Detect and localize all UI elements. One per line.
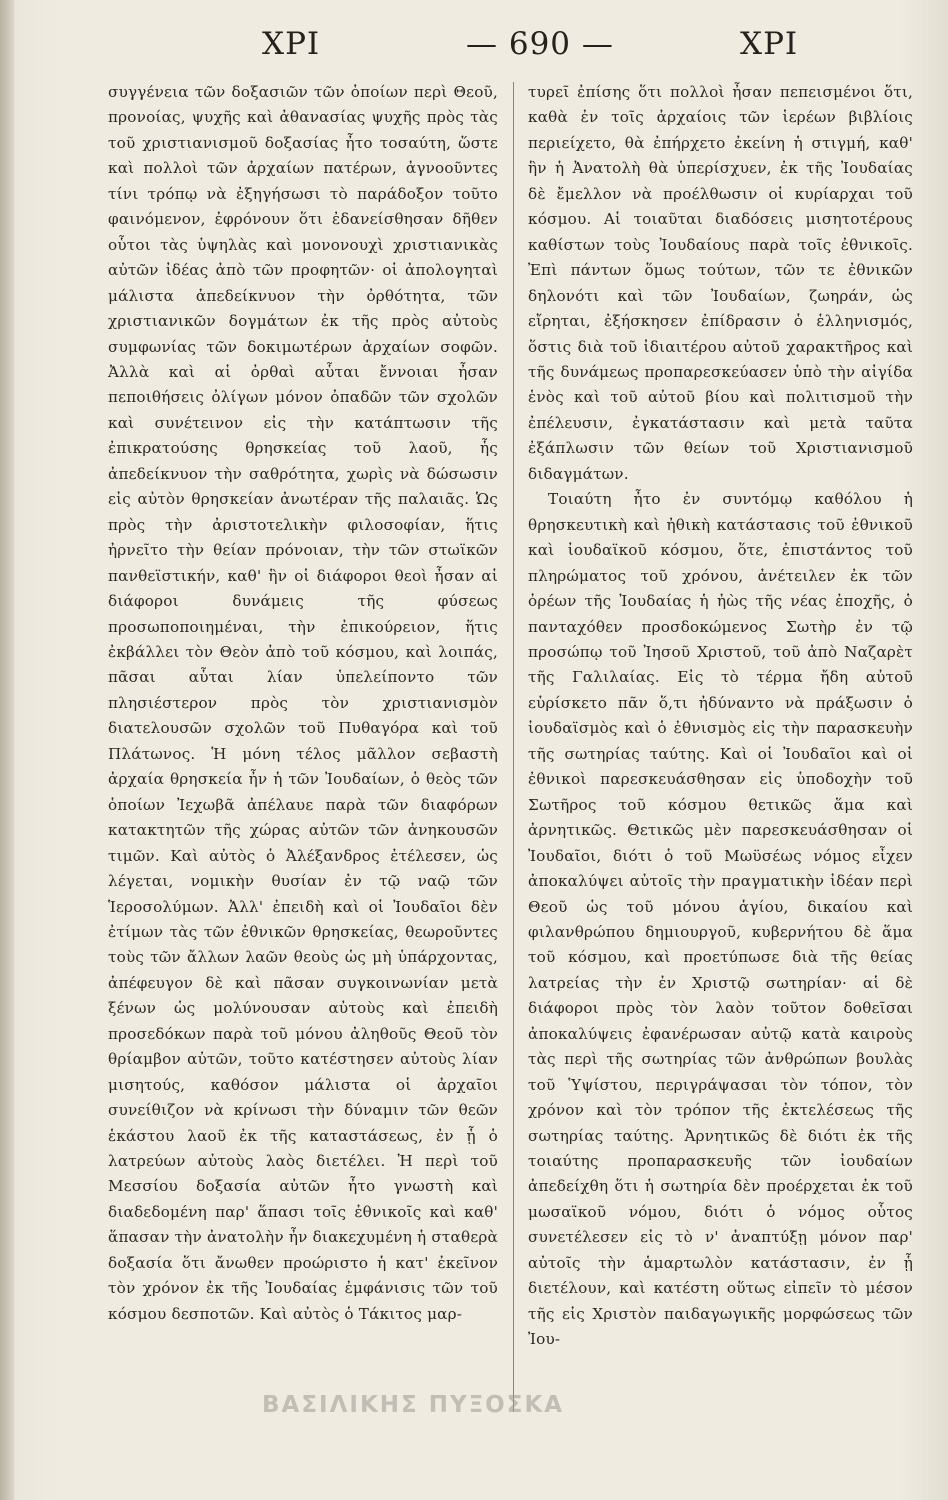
library-watermark-stamp: ΒΑΣΙΛΙΚΗΣ ΠΥΞΟΣΚΑ	[262, 1392, 565, 1418]
page-number: — 690 —	[466, 26, 614, 62]
header-left-entry: ΧΡΙ	[262, 26, 321, 62]
running-header	[90, 26, 890, 72]
page-binding-edge	[0, 0, 14, 1500]
left-column	[108, 80, 498, 1327]
left-column-text: συγγένεια τῶν δοξασιῶν τῶν ὁποίων περὶ Θεοῦ, προνοίας, ψυχῆς καὶ ἀθανασίας ψυχῆς πρὸς τὰς τοῦ χριστιανισμοῦ δοξασίας ἦτο τοσαύτη, ὥστε καὶ πολλοὶ τῶν ἀρχαίων πατέρων, ἀγνοοῦντες τίνι τρόπῳ νὰ ἐξηγήσωσι τὸ παράδοξον τοῦτο φαινόμενον, ἐφρόνουν ὅτι ἐδανείσθησαν δῆθεν οὗτοι τὰς ὑψηλὰς καὶ μονονουχὶ χριστιανικὰς αὐτῶν ἰδέας ἀπὸ τῶν προφητῶν· οἱ ἀπολογηταὶ μάλιστα ἀπεδείκνυον τὴν ὀρθότητα, τῶν χριστιανικῶν δογμάτων ἐκ τῆς πρὸς αὐτοὺς συμφωνίας τῶν δοκιμωτέρων ἀρχαίων σοφῶν. Ἀλλὰ καὶ αἱ ὀρθαὶ αὗται ἔννοιαι ἦσαν πεποιθήσεις ὀλίγων μόνον ὀπαδῶν τῶν σχολῶν καὶ συνέτεινον εἰς τὴν κατάπτωσιν τῆς ἐπικρατούσης θρησκείας τοῦ λαοῦ, ἧς ἀπεδείκνυον τὴν σαθρότητα, χωρὶς νὰ δώσωσιν εἰς αὐτὸν θρησκείαν ἀνωτέραν τῆς παλαιᾶς. Ὡς πρὸς τὴν ἀριστοτελικὴν φιλοσοφίαν, ἥτις ἠρνεῖτο τὴν θείαν πρόνοιαν, τὴν τῶν στωϊκῶν πανθεϊστικήν, καθ' ἣν οἱ διάφοροι θεοὶ ἦσαν αἱ διάφοροι δυνάμεις τῆς φύσεως προσωποποιημέναι, τὴν ἐπικούρειον, ἥτις ἐκβάλλει τὸν Θεὸν ἀπὸ τοῦ κόσμου, καὶ λοιπάς, πᾶσαι αὗται λίαν ὑπελείποντο τῶν πλησιέστερον πρὸς τὸν χριστιανισμὸν διατελουσῶν σχολῶν τοῦ Πυθαγόρα καὶ τοῦ Πλάτωνος. Ἡ μόνη τέλος μᾶλλον σεβαστὴ ἀρχαία θρησκεία ἦν ἡ τῶν Ἰουδαίων, ὁ θεὸς τῶν ὁποίων Ἰεχωβᾶ ἀπέλαυε παρὰ τῶν διαφόρων κατακτητῶν τῆς χώρας αὐτῶν τῶν ἀνηκουσῶν τιμῶν. Καὶ αὐτὸς ὁ Ἀλέξανδρος ἐτέλεσεν, ὡς λέγεται, νομικὴν θυσίαν ἐν τῷ ναῷ τῶν Ἱεροσολύμων. Ἀλλ' ἐπειδὴ καὶ οἱ Ἰουδαῖοι δὲν ἐτίμων τὰς τῶν ἐθνικῶν θρησκείας, θεωροῦντες τοὺς τῶν ἄλλων λαῶν θεοὺς ὡς μὴ ὑπάρχοντας, ἀπέφευγον δὲ καὶ πᾶσαν συγκοινωνίαν μετὰ ξένων ὡς μολύνουσαν αὐτοὺς καὶ ἐπειδὴ προσεδόκων παρὰ τοῦ μόνου ἀληθοῦς Θεοῦ τὸν θρίαμβον αὐτῶν, τοῦτο κατέστησεν αὐτοὺς λίαν μισητούς, καθόσον μάλιστα οἱ ἀρχαῖοι συνείθιζον νὰ κρίνωσι τὴν δύναμιν τῶν θεῶν ἑκάστου λαοῦ ἐκ τῆς καταστάσεως, ἐν ᾗ ὁ λατρεύων αὐτοὺς λαὸς διετέλει. Ἡ περὶ τοῦ Μεσσίου δοξασία αὐτῶν ἦτο γνωστὴ καὶ διαδεδομένη παρ' ἅπασι τοῖς ἐθνικοῖς καὶ καθ' ἅπασαν τὴν ἀνατολὴν ἦν διακεχυμένη ἡ σταθερὰ δοξασία ὅτι ἄνωθεν προώριστο ἡ κατ' ἐκεῖνον τὸν χρόνον ἐκ τῆς Ἰουδαίας ἐμφάνισις τῶν τοῦ κόσμου δεσποτῶν. Καὶ αὐτὸς ὁ Τάκιτος μαρ-	[108, 83, 498, 1323]
right-column	[528, 80, 913, 1353]
header-right-entry: ΧΡΙ	[740, 26, 799, 62]
right-column-paragraph-1: τυρεῖ ἐπίσης ὅτι πολλοὶ ἦσαν πεπεισμένοι ὅτι, καθὰ ἐν τοῖς ἀρχαίοις τῶν ἱερέων βιβλίοις περιείχετο, θὰ ἐπήρχετο ἐκείνη ἡ στιγμή, καθ' ἣν ἡ Ἀνατολὴ θὰ ὑπερίσχυεν, ἐκ τῆς Ἰουδαίας δὲ ἔμελλον νὰ προέλθωσιν οἱ κυρίαρχαι τοῦ κόσμου. Αἱ τοιαῦται διαδόσεις μισητοτέρους καθίστων τοὺς Ἰουδαίους παρὰ τοῖς ἐθνικοῖς. Ἐπὶ πάντων ὅμως τούτων, τῶν τε ἐθνικῶν δηλονότι καὶ τῶν Ἰουδαίων, ζωηράν, ὡς εἴρηται, ἐξήσκησεν ἐπίδρασιν ὁ ἑλληνισμός, ὅστις διὰ τοῦ ἰδιαιτέρου αὐτοῦ χαρακτῆρος καὶ τῆς δυνάμεως προπαρεσκεύασεν ὑπὸ τὴν αἰγίδα ἑνὸς καὶ τοῦ αὐτοῦ βίου καὶ πολιτισμοῦ τὴν ἐπέλευσιν, ἐγκατάστασιν καὶ μετὰ ταῦτα ἐξάπλωσιν τῶν θείων τοῦ Χριστιανισμοῦ διδαγμάτων.	[528, 83, 913, 483]
right-column-paragraph-2: Τοιαύτη ἦτο ἐν συντόμῳ καθόλου ἡ θρησκευτικὴ καὶ ἠθικὴ κατάστασις τοῦ ἐθνικοῦ καὶ ἰουδαϊκοῦ κόσμου, ὅτε, ἐπιστάντος τοῦ πληρώματος τοῦ χρόνου, ἀνέτειλεν ἐκ τῶν ὀρέων τῆς Ἰουδαίας ἡ ἠὼς τῆς νέας ἐποχῆς, ὁ πανταχόθεν προσδοκώμενος Σωτὴρ ἐν τῷ προσώπῳ τοῦ Ἰησοῦ Χριστοῦ, τοῦ ἀπὸ Ναζαρὲτ τῆς Γαλιλαίας. Εἰς τὸ τέρμα ἤδη αὐτοῦ εὑρίσκετο πᾶν ὅ,τι ἠδύναντο νὰ πράξωσιν ὁ ἰουδαϊσμὸς καὶ ὁ ἐθνισμὸς εἰς τὴν παρασκευὴν τῆς σωτηρίας ταύτης. Καὶ οἱ Ἰουδαῖοι καὶ οἱ ἐθνικοὶ παρεσκευάσθησαν εἰς ὑποδοχὴν τοῦ Σωτῆρος τοῦ κόσμου θετικῶς ἅμα καὶ ἀρνητικῶς. Θετικῶς μὲν παρεσκευάσθησαν οἱ Ἰουδαῖοι, διότι ὁ τοῦ Μωϋσέως νόμος εἶχεν ἀποκαλύψει αὐτοῖς τὴν πραγματικὴν ἰδέαν περὶ Θεοῦ ὡς τοῦ μόνου ἁγίου, δικαίου καὶ φιλανθρώπου δημιουργοῦ, κυβερνήτου δὲ ἅμα τοῦ κόσμου, καὶ προετύπωσε διὰ τῆς θείας λατρείας τὴν ἐν Χριστῷ σωτηρίαν· αἱ δὲ διάφοροι πρὸς τὸν λαὸν τοῦτον δοθεῖσαι ἀποκαλύψεις ἐφανέρωσαν αὐτῷ κατὰ καιροὺς τὰς περὶ τῆς σωτηρίας τῶν ἀνθρώπων βουλὰς τοῦ Ὑψίστου, περιγράψασαι τὸν τόπον, τὸν χρόνον καὶ τὸν τρόπον τῆς ἐκτελέσεως τῆς σωτηρίας ταύτης. Ἀρνητικῶς δὲ διότι ἐκ τῆς τοιαύτης προπαρασκευῆς τῶν ἰουδαίων ἀπεδείχθη ὅτι ἡ σωτηρία δὲν προέρχεται ἐκ τοῦ μωσαϊκοῦ νόμου, διότι ὁ νόμος οὗτος συνετέλεσεν εἰς τὸ ν' ἀναπτύξῃ μόνον παρ' αὐτοῖς τὴν ἁμαρτωλὸν κατάστασιν, ἐν ᾗ διετέλουν, καὶ κατέστη οὕτως εἰπεῖν τὸ μέσον τῆς εἰς Χριστὸν παιδαγωγικῆς μορφώσεως τῶν Ἰου-	[528, 490, 913, 1349]
column-divider	[513, 82, 514, 1412]
